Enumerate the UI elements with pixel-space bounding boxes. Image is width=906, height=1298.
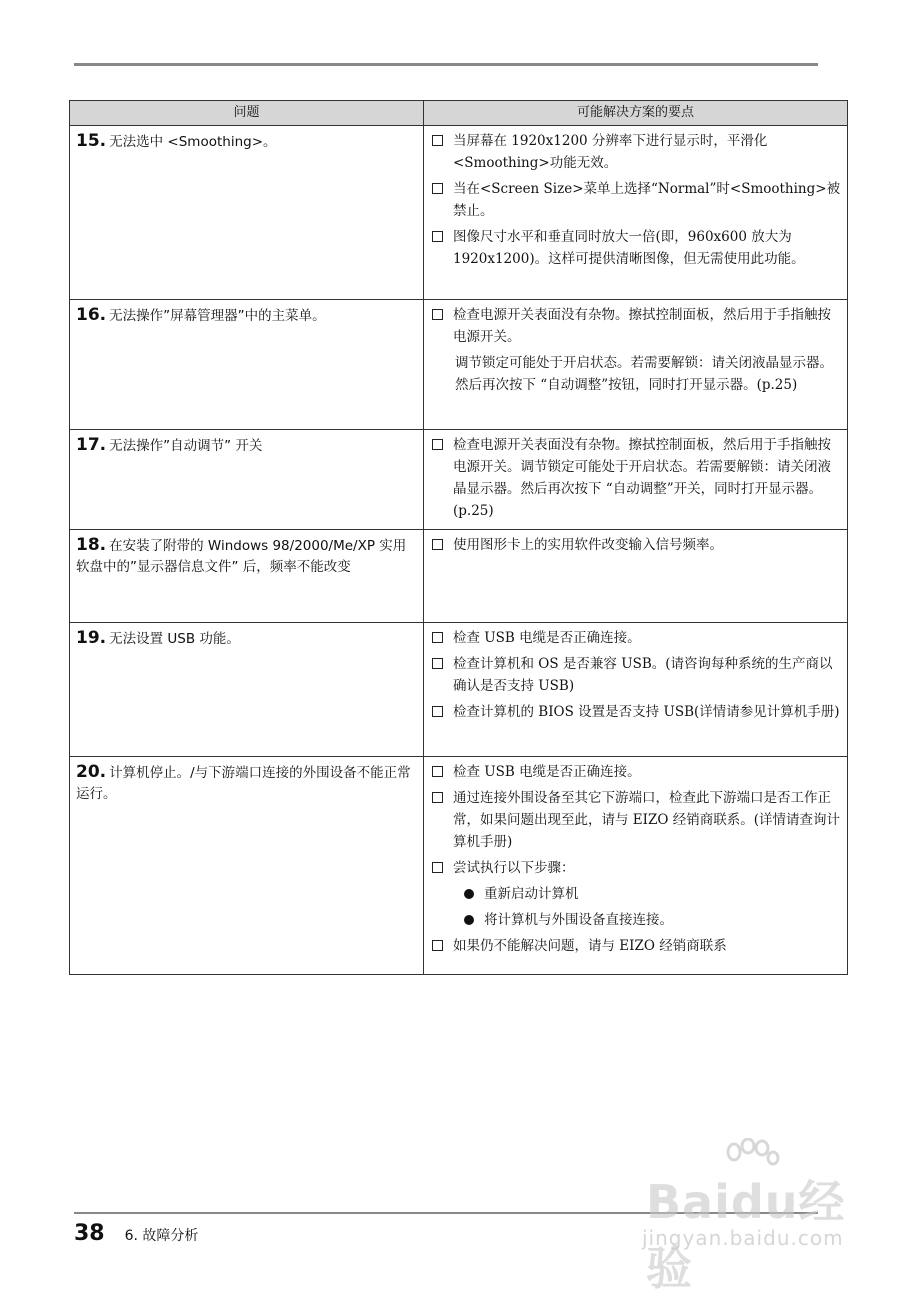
checkbox-icon	[432, 309, 443, 320]
watermark-url: jingyan.baidu.com	[642, 1226, 844, 1250]
checkbox-icon	[432, 658, 443, 669]
solution-text: 通过连接外围设备至其它下游端口，检查此下游端口是否工作正常，如果问题出现至此，请与 EIZO 经销商联系。(详情请查询计算机手册)	[453, 790, 840, 850]
checklist-item	[430, 434, 843, 522]
solution-text: 将计算机与外围设备直接连接。	[484, 912, 673, 928]
solution-text: 图像尺寸水平和垂直同时放大一倍(即，960x600 放大为 1920x1200)。这样可提供清晰图像，但无需使用此功能。	[453, 229, 805, 267]
table-row	[70, 126, 848, 300]
checkbox-icon	[432, 539, 443, 550]
table-row	[70, 623, 848, 757]
problem-text: 无法操作”屏幕管理器”中的主菜单。	[109, 308, 326, 324]
checklist-item	[430, 130, 843, 174]
problem-number: 15.	[76, 131, 107, 151]
table-row	[70, 530, 848, 623]
problem-cell	[70, 530, 424, 623]
page-number: 38	[74, 1221, 105, 1246]
checklist-item	[430, 178, 843, 222]
bullet-item	[430, 909, 843, 931]
bullet-item	[430, 883, 843, 905]
solution-cell	[424, 430, 848, 530]
solution-text: 检查电源开关表面没有杂物。擦拭控制面板，然后用于手指触按电源开关。调节锁定可能处于开启状态。若需要解锁：请关闭液晶显示器。然后再次按下 “自动调整”开关，同时打开显示器。 (p.25)	[453, 437, 831, 519]
checkbox-icon	[432, 183, 443, 194]
table-row	[70, 430, 848, 530]
table-row	[70, 757, 848, 975]
solution-text: 检查 USB 电缆是否正确连接。	[453, 630, 641, 646]
problem-cell	[70, 623, 424, 757]
table-header-row	[70, 101, 848, 126]
solution-cell	[424, 530, 848, 623]
checkbox-icon	[432, 632, 443, 643]
header-solution: 可能解决方案的要点	[424, 101, 848, 126]
problem-text: 无法选中 <Smoothing>。	[109, 134, 277, 150]
problem-text: 在安装了附带的 Windows 98/2000/Me/XP 实用软盘中的”显示器信息文件” 后，频率不能改变	[76, 538, 407, 575]
top-rule	[74, 63, 818, 66]
bullet-dot-icon	[464, 889, 474, 899]
checklist-item	[430, 761, 843, 783]
solution-text: 检查计算机的 BIOS 设置是否支持 USB(详情请参见计算机手册)	[453, 704, 840, 720]
watermark-main-text: Baidu经验	[646, 1175, 846, 1295]
problem-number: 16.	[76, 305, 107, 325]
solution-text: 检查计算机和 OS 是否兼容 USB。(请咨询每种系统的生产商以确认是否支持 USB)	[453, 656, 833, 694]
solution-cell	[424, 623, 848, 757]
checkbox-icon	[432, 766, 443, 777]
solution-text: 重新启动计算机	[484, 886, 579, 902]
baidu-watermark	[640, 1138, 880, 1295]
table-row	[70, 300, 848, 430]
problem-text: 无法操作”自动调节” 开关	[109, 438, 263, 454]
checkbox-icon	[432, 792, 443, 803]
checklist-item	[430, 627, 843, 649]
problem-number: 20.	[76, 762, 107, 782]
solution-text: 当在<Screen Size>菜单上选择“Normal”时<Smoothing>被禁止。	[453, 181, 841, 219]
checklist-item	[430, 857, 843, 879]
solution-text: 尝试执行以下步骤：	[453, 860, 575, 876]
solution-text: 调节锁定可能处于开启状态。若需要解锁：请关闭液晶显示器。然后再次按下 “自动调整”按钮，同时打开显示器。(p.25)	[455, 355, 833, 393]
checklist-item	[430, 935, 843, 957]
problem-text: 无法设置 USB 功能。	[109, 631, 240, 647]
checklist-item	[430, 701, 843, 723]
bullet-dot-icon	[464, 915, 474, 925]
problem-number: 19.	[76, 628, 107, 648]
checklist-item	[430, 226, 843, 270]
checkbox-icon	[432, 439, 443, 450]
checkbox-icon	[432, 231, 443, 242]
checklist-item	[430, 534, 843, 556]
troubleshooting-table	[69, 100, 848, 975]
checklist-item	[430, 787, 843, 853]
checkbox-icon	[432, 862, 443, 873]
problem-text: 计算机停止。/与下游端口连接的外围设备不能正常运行。	[76, 765, 411, 802]
header-problem: 问题	[70, 101, 424, 126]
problem-cell	[70, 430, 424, 530]
section-title: 6. 故障分析	[124, 1228, 199, 1244]
checklist-item	[430, 304, 843, 348]
solution-text: 检查 USB 电缆是否正确连接。	[453, 764, 641, 780]
problem-cell	[70, 300, 424, 430]
solution-text: 如果仍不能解决问题，请与 EIZO 经销商联系	[453, 938, 727, 954]
solution-text: 使用图形卡上的实用软件改变输入信号频率。	[453, 537, 723, 553]
solution-cell	[424, 757, 848, 975]
page-footer	[74, 1221, 198, 1249]
problem-number: 18.	[76, 535, 107, 555]
solution-cell	[424, 300, 848, 430]
solution-text: 检查电源开关表面没有杂物。擦拭控制面板，然后用于手指触按电源开关。	[453, 307, 831, 345]
problem-number: 17.	[76, 435, 107, 455]
solution-cell	[424, 126, 848, 300]
problem-cell	[70, 126, 424, 300]
checklist-item	[430, 653, 843, 697]
solution-text: 当屏幕在 1920x1200 分辨率下进行显示时，平滑化<Smoothing>功能无效。	[453, 133, 768, 171]
problem-cell	[70, 757, 424, 975]
checkbox-icon	[432, 135, 443, 146]
checkbox-icon	[432, 706, 443, 717]
solution-note	[430, 352, 843, 396]
checkbox-icon	[432, 940, 443, 951]
